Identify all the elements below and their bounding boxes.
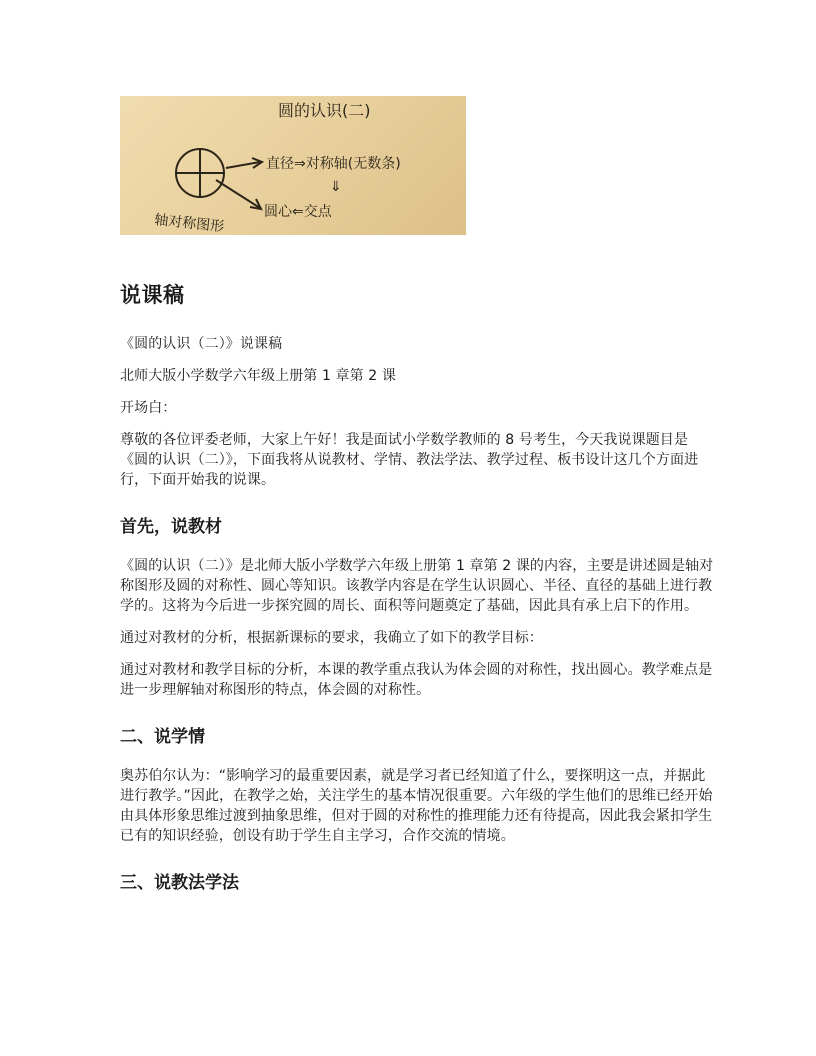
- paragraph-objectives-intro: 通过对教材的分析，根据新课标的要求，我确立了如下的教学目标：: [120, 630, 543, 646]
- paragraph-textbook-info: 北师大版小学数学六年级上册第 1 章第 2 课: [120, 368, 396, 384]
- board-center-label: 圆心⇐交点: [264, 204, 332, 220]
- heading-methods: 三、说教法学法: [120, 873, 239, 893]
- board-diameter-label: 直径⇒对称轴(无数条): [266, 156, 401, 172]
- document-body: [120, 280, 716, 912]
- paragraph-opening: 尊敬的各位评委老师，大家上午好！我是面试小学数学教师的 8 号考生，今天我说课题目是《圆的认识（二）》，下面我将从说教材、学情、教法学法、教学过程、板书设计这几个方面进行，下面开始我的说课。: [120, 432, 699, 488]
- paragraph-students: 奥苏伯尔认为：“影响学习的最重要因素，就是学习者已经知道了什么，要探明这一点，并据此进行教学。”因此，在教学之始，关注学生的基本情况很重要。六年级的学生他们的思维已经开始由具体形象思维过渡到抽象思维，但对于圆的对称性的推理能力还有待提高，因此我会紧扣学生已有的知识经验，创设有助于学生自主学习，合作交流的情境。: [120, 768, 713, 844]
- heading-materials: 首先，说教材: [120, 517, 222, 537]
- arrow-line-center: [216, 180, 260, 208]
- paragraph-lesson-title: 《圆的认识（二）》说课稿: [120, 336, 283, 352]
- board-axis-symmetry-label: 轴对称图形: [153, 212, 225, 235]
- paragraph-materials: 《圆的认识（二）》是北师大版小学数学六年级上册第 1 章第 2 课的内容，主要是讲述圆是轴对称图形及圆的对称性、圆心等知识。该教学内容是在学生认识圆心、半径、直径的基础上进行教学的。这将为今后进一步探究圆的周长、面积等问题奠定了基础，因此具有承上启下的作用。: [120, 558, 714, 614]
- doc-title: 说课稿: [120, 283, 185, 307]
- board-down-arrow: ⇓: [330, 179, 342, 195]
- paragraph-key-points: 通过对教材和教学目标的分析，本课的教学重点我认为体会圆的对称性，找出圆心。教学难点是进一步理解轴对称图形的特点，体会圆的对称性。: [120, 662, 713, 698]
- board-title: 圆的认识(二): [278, 101, 371, 120]
- board-sketch-photo: [120, 96, 466, 235]
- paragraph-opening-label: 开场白：: [120, 400, 177, 416]
- board-sketch-drawing: [120, 96, 466, 235]
- heading-students: 二、说学情: [120, 727, 205, 747]
